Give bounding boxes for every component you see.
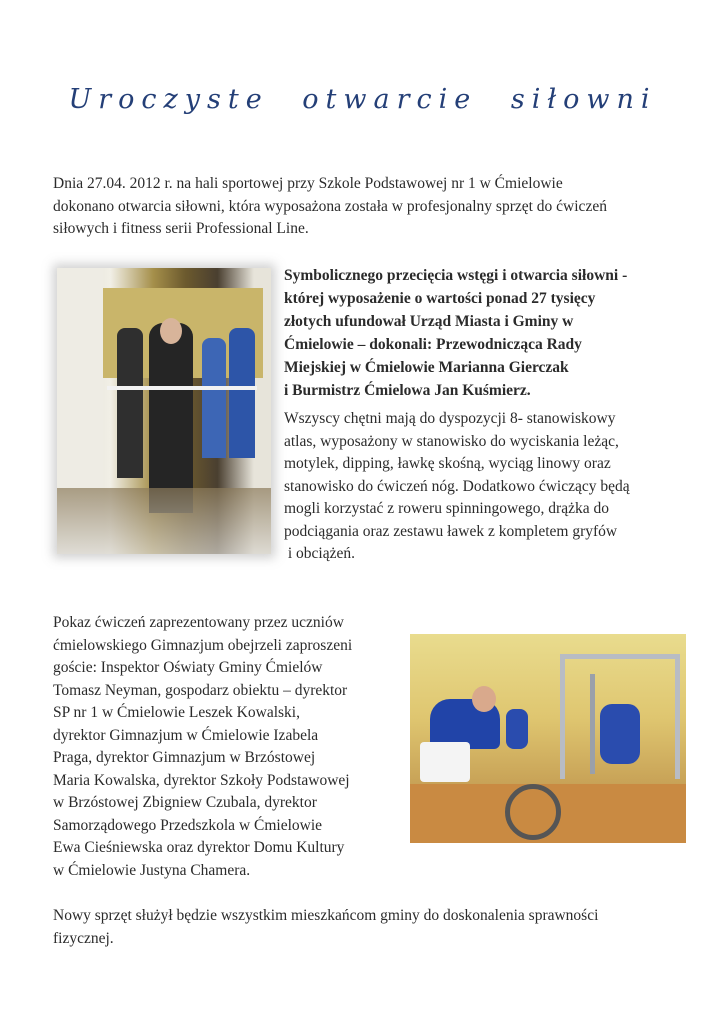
equipment-paragraph [284, 408, 684, 566]
person-head [160, 318, 182, 344]
student-blue [202, 338, 226, 458]
person-left [117, 328, 143, 478]
equipment-line: Wszyscy chętni mają do dyspozycji 8- stanowiskowy [284, 410, 616, 427]
student-head [472, 686, 496, 712]
ribbon-line: Ćmielowie – dokonali: Przewodnicząca Rady [284, 336, 582, 353]
show-line: Praga, dyrektor Gimnazjum w Brzóstowej [53, 749, 316, 766]
student-blue [229, 328, 255, 458]
show-line: dyrektor Gimnazjum w Ćmielowie Izabela [53, 726, 319, 744]
show-line: Ewa Cieśniewska oraz dyrektor Domu Kultury [53, 839, 345, 856]
equipment-line: podciągania oraz zestawu ławek z kompletem gryfów [284, 522, 618, 540]
ribbon-paragraph [284, 264, 684, 402]
demonstration-paragraph [53, 612, 393, 882]
show-line: ćmielowskiego Gimnazjum obejrzeli zaproszeni [53, 636, 353, 654]
show-line: goście: Inspektor Oświaty Gminy Ćmielów [53, 659, 323, 676]
closing-paragraph [53, 905, 683, 950]
intro-line: siłowych i fitness serii Professional Line. [53, 220, 309, 237]
ribbon-line: Miejskiej w Ćmielowie Marianna Gierczak [284, 359, 569, 376]
ribbon-line: której wyposażenie o wartości ponad 27 tysięcy [284, 290, 596, 307]
equipment-line: mogli korzystać z roweru spinningowego, drążka do [284, 500, 609, 517]
closing-line: fizycznej. [53, 929, 114, 947]
student-back [600, 704, 640, 764]
ribbon-cutting-photo [57, 268, 271, 554]
intro-line: Dnia 27.04. 2012 r. na hali sportowej przy Szkole Podstawowej nr 1 w Ćmielowie [53, 175, 563, 192]
show-line: Tomasz Neyman, gospodarz obiektu – dyrektor [53, 681, 348, 699]
student-shorts [420, 742, 470, 782]
show-line: Samorządowego Przedszkola w Ćmielowie [53, 816, 323, 834]
show-line: w Brzóstowej Zbigniew Czubala, dyrektor [53, 794, 317, 811]
ribbon [107, 386, 257, 390]
ribbon-line: złotych ufundował Urząd Miasta i Gminy w [284, 313, 574, 330]
equipment-line: atlas, wyposażony w stanowisko do wyciskania leżąc, [284, 432, 619, 450]
equipment-line: stanowisko do ćwiczeń nóg. Dodatkowo ćwiczący będą [284, 477, 630, 495]
person-man-suit [149, 323, 193, 513]
show-line: w Ćmielowie Justyna Chamera. [53, 861, 251, 879]
student-background [506, 709, 528, 749]
page-title: Uroczyste otwarcie siłowni [68, 84, 657, 115]
ribbon-line: i Burmistrz Ćmielowa Jan Kuśmierz. [284, 382, 531, 399]
intro-paragraph [53, 173, 673, 241]
show-line: SP nr 1 w Ćmielowie Leszek Kowalski, [53, 704, 300, 721]
floor [57, 488, 271, 554]
show-line: Maria Kowalska, dyrektor Szkoły Podstawowej [53, 771, 350, 789]
ribbon-line: Symbolicznego przecięcia wstęgi i otwarcia siłowni - [284, 267, 628, 284]
show-line: Pokaz ćwiczeń zaprezentowany przez uczniów [53, 614, 344, 631]
closing-line: Nowy sprzęt służył będzie wszystkim mieszkańcom gminy do doskonalenia sprawności [53, 907, 599, 924]
intro-line: dokonano otwarcia siłowni, która wyposażona została w profesjonalny sprzęt do ćwiczeń [53, 197, 607, 215]
equipment-line: motylek, dipping, ławkę skośną, wyciąg linowy oraz [284, 455, 611, 472]
gym-exercise-photo [410, 634, 686, 843]
equipment-line: i obciążeń. [284, 545, 356, 562]
gym-machine-bar [590, 674, 595, 774]
bike-wheel [505, 784, 561, 840]
